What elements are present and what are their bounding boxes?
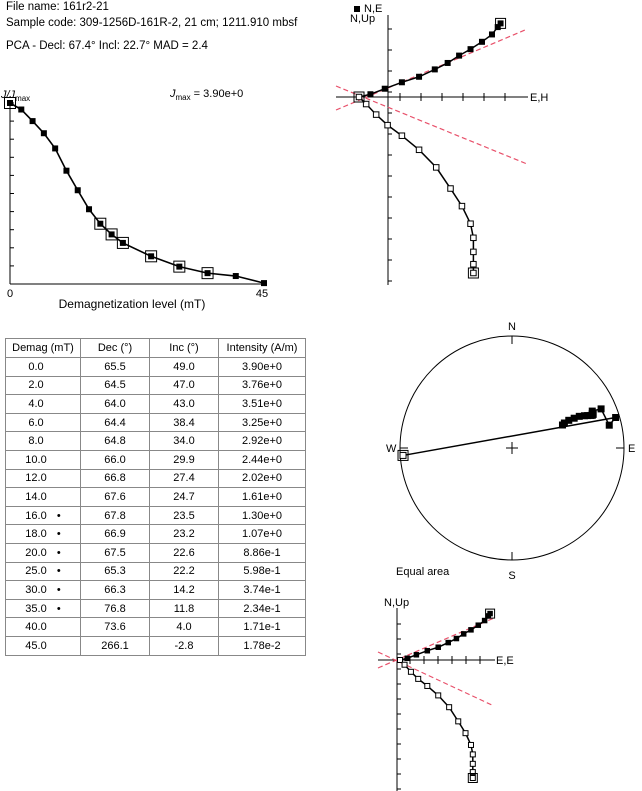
cell-inc: -2.8 [150,636,219,655]
pca-marker: • [56,546,61,559]
cell-intensity: 3.74e-1 [219,581,306,600]
col-header-dec: Dec (°) [81,339,150,358]
stereonet-caption: Equal area [396,566,450,578]
col-header-demag: Demag (mT) [6,339,81,358]
horizontal-projection-path [400,614,490,660]
horizontal-point [479,39,485,45]
x-tick-label-max: 45 [255,288,269,300]
data-point [97,221,103,227]
pca-marker: • [56,528,61,541]
cell-dec: 66.9 [81,525,150,544]
cell-demag [6,599,81,618]
vertical-point [416,147,422,153]
pca-marker: • [56,565,61,578]
vertical-point [470,776,475,781]
cell-demag [6,450,81,469]
cell-inc: 22.2 [150,562,219,581]
vertical-point [470,761,475,766]
horizontal-point [487,611,493,617]
table-row [6,599,306,618]
vertical-point [399,133,405,139]
horizontal-point [382,86,388,92]
data-point [30,118,36,124]
cell-demag [6,525,81,544]
data-point [41,130,47,136]
data-point [86,206,92,212]
table-row [6,506,306,525]
cell-dec: 64.0 [81,395,150,414]
cell-demag [6,618,81,637]
lower-hemisphere-point [589,408,596,415]
horizontal-axis-label: E,E [496,655,514,667]
vertical-point [471,261,477,267]
demag-value: 6.0 [28,416,44,429]
demag-value: 0.0 [28,360,44,373]
cell-intensity: 5.98e-1 [219,562,306,581]
vertical-point [356,94,362,100]
horizontal-point [461,631,467,637]
cell-dec: 66.0 [81,450,150,469]
vertical-point [448,186,454,192]
demag-value: 8.0 [28,435,44,448]
cell-intensity: 2.92e+0 [219,432,306,451]
horizontal-point [498,20,504,26]
horizontal-point [468,627,474,633]
vertical-point [468,742,473,747]
horizontal-point [445,640,451,646]
pca-fit-vertical [336,86,527,164]
horizontal-point [432,66,438,72]
cell-dec: 76.8 [81,599,150,618]
vertical-point [470,752,475,757]
table-row [6,469,306,488]
cell-demag [6,469,81,488]
vertical-point [471,235,477,241]
cell-inc: 24.7 [150,488,219,507]
cell-dec: 65.3 [81,562,150,581]
intensity-decay-chart [0,88,268,311]
cell-intensity: 2.34e-1 [219,599,306,618]
vertical-point [459,203,465,209]
cell-demag [6,581,81,600]
table-row [6,432,306,451]
cell-intensity: 3.25e+0 [219,413,306,432]
lower-hemisphere-point [598,405,605,412]
data-point [18,107,24,113]
demag-value: 4.0 [28,397,44,410]
cell-dec: 64.5 [81,376,150,395]
table-row [6,636,306,655]
demag-value: 30.0 [25,583,47,596]
table-row [6,581,306,600]
west-label: W [386,443,397,455]
table-row [6,543,306,562]
horizontal-point [405,656,411,662]
pca-marker: • [56,509,61,522]
cell-dec: 67.8 [81,506,150,525]
cell-demag [6,432,81,451]
demag-table [5,338,306,656]
cell-demag [6,488,81,507]
legend-solid-square [354,6,360,12]
data-point [75,187,81,193]
lower-hemisphere-point [606,422,613,429]
vertical-point [402,662,407,667]
data-point [233,273,239,279]
pca-summary: PCA - Decl: 67.4° Incl: 22.7° MAD = 2.4 [6,40,208,52]
cell-intensity: 2.44e+0 [219,450,306,469]
col-header-inc: Inc (°) [150,339,219,358]
cell-demag [6,636,81,655]
horizontal-projection-path [359,23,501,97]
file-name: File name: 161r2-21 [6,1,109,13]
horizontal-point [367,91,373,97]
x-axis-label: Demagnetization level (mT) [58,297,206,311]
data-point [63,168,69,174]
cell-inc: 4.0 [150,618,219,637]
demag-value: 2.0 [28,379,44,392]
demag-value: 10.0 [25,453,47,466]
vertical-point [433,165,439,171]
pca-marker: • [56,602,61,615]
table-row [6,358,306,377]
cell-inc: 23.2 [150,525,219,544]
cell-intensity: 8.86e-1 [219,543,306,562]
demag-value: 20.0 [25,546,47,559]
vertical-axis-label: N,Up [350,13,376,25]
cell-inc: 34.0 [150,432,219,451]
table-row [6,413,306,432]
cell-dec: 64.8 [81,432,150,451]
cell-intensity: 1.07e+0 [219,525,306,544]
cell-demag [6,543,81,562]
vertical-point [447,705,452,710]
cell-intensity: 3.90e+0 [219,358,306,377]
cell-demag [6,376,81,395]
east-label: E [628,443,636,455]
data-point [261,280,267,286]
table-header-row [6,339,306,358]
table-row [6,488,306,507]
vertical-point [385,122,391,128]
vertical-axis-label: N,Up [384,597,410,609]
horizontal-axis-label: E,H [530,92,549,104]
table-row [6,562,306,581]
cell-intensity: 1.61e+0 [219,488,306,507]
demag-value: 16.0 [25,509,47,522]
cell-demag [6,358,81,377]
table-row [6,525,306,544]
pca-marker: • [56,583,61,596]
x-tick-label-min: 0 [6,288,14,300]
data-point [148,253,154,259]
cell-dec: 73.6 [81,618,150,637]
cell-demag [6,506,81,525]
table-row [6,450,306,469]
cell-intensity: 3.51e+0 [219,395,306,414]
cell-dec: 66.8 [81,469,150,488]
lower-hemisphere-point [612,414,619,421]
vertical-point [416,676,421,681]
jmax-label: $J_{max} = 3.90e+0$ [170,88,244,102]
demag-value: 25.0 [25,565,47,578]
vertical-point [456,719,461,724]
vertical-point [471,270,477,276]
cell-intensity: 1.78e-2 [219,636,306,655]
horizontal-point [489,31,495,37]
demag-value: 45.0 [25,639,47,652]
horizontal-point [435,644,441,650]
horizontal-point [476,622,482,628]
vertical-point [463,731,468,736]
table-row [6,376,306,395]
cell-dec: 266.1 [81,636,150,655]
data-point [120,240,126,246]
demag-value: 12.0 [25,472,47,485]
vertical-point [408,669,413,674]
horizontal-point [414,652,420,658]
vertical-projection-path [359,97,473,273]
north-label: N [508,321,516,333]
cell-inc: 43.0 [150,395,219,414]
y-axis-label: $J/J_{max}$ [1,89,31,103]
cell-dec: 64.4 [81,413,150,432]
horizontal-point [399,79,405,85]
demag-value: 40.0 [25,621,47,634]
south-label: S [508,570,516,582]
cell-intensity: 1.71e-1 [219,618,306,637]
cell-dec: 65.5 [81,358,150,377]
cell-intensity: 3.76e+0 [219,376,306,395]
vertical-point [471,249,477,255]
data-point [176,264,182,270]
cell-inc: 38.4 [150,413,219,432]
orthogonal-projection-bottom [378,597,514,791]
horizontal-point [468,46,474,52]
cell-inc: 14.2 [150,581,219,600]
demag-value: 35.0 [25,602,47,615]
horizontal-point [425,648,431,654]
legend-label: N,E [364,3,383,15]
cell-inc: 29.9 [150,450,219,469]
cell-dec: 67.5 [81,543,150,562]
cell-inc: 27.4 [150,469,219,488]
cell-dec: 67.6 [81,488,150,507]
cell-demag [6,395,81,414]
vertical-point [373,112,379,118]
sample-code: Sample code: 309-1256D-161R-2, 21 cm; 1211.910 mbsf [6,17,298,29]
orthogonal-projection-top [336,3,548,285]
cell-inc: 23.5 [150,506,219,525]
vertical-point [468,221,474,227]
col-header-intensity: Intensity (A/m) [219,339,306,358]
demag-value: 18.0 [25,528,47,541]
cell-dec: 66.3 [81,581,150,600]
vertical-projection-path [400,660,473,778]
cell-intensity: 1.30e+0 [219,506,306,525]
cell-inc: 49.0 [150,358,219,377]
data-point [205,270,211,276]
horizontal-point [416,74,422,80]
data-point [52,145,58,151]
table-row [6,395,306,414]
vertical-point [436,693,441,698]
horizontal-point [445,60,451,66]
cell-demag [6,562,81,581]
cell-inc: 22.6 [150,543,219,562]
cell-demag [6,413,81,432]
demag-value: 14.0 [25,490,47,503]
cell-inc: 47.0 [150,376,219,395]
upper-hemisphere-point [400,452,406,458]
equal-area-stereonet [386,321,635,582]
data-point [109,231,115,237]
decay-curve [10,103,264,283]
cell-intensity: 2.02e+0 [219,469,306,488]
horizontal-point [454,636,460,642]
horizontal-point [456,53,462,59]
cell-inc: 11.8 [150,599,219,618]
table-row [6,618,306,637]
vertical-point [425,683,430,688]
